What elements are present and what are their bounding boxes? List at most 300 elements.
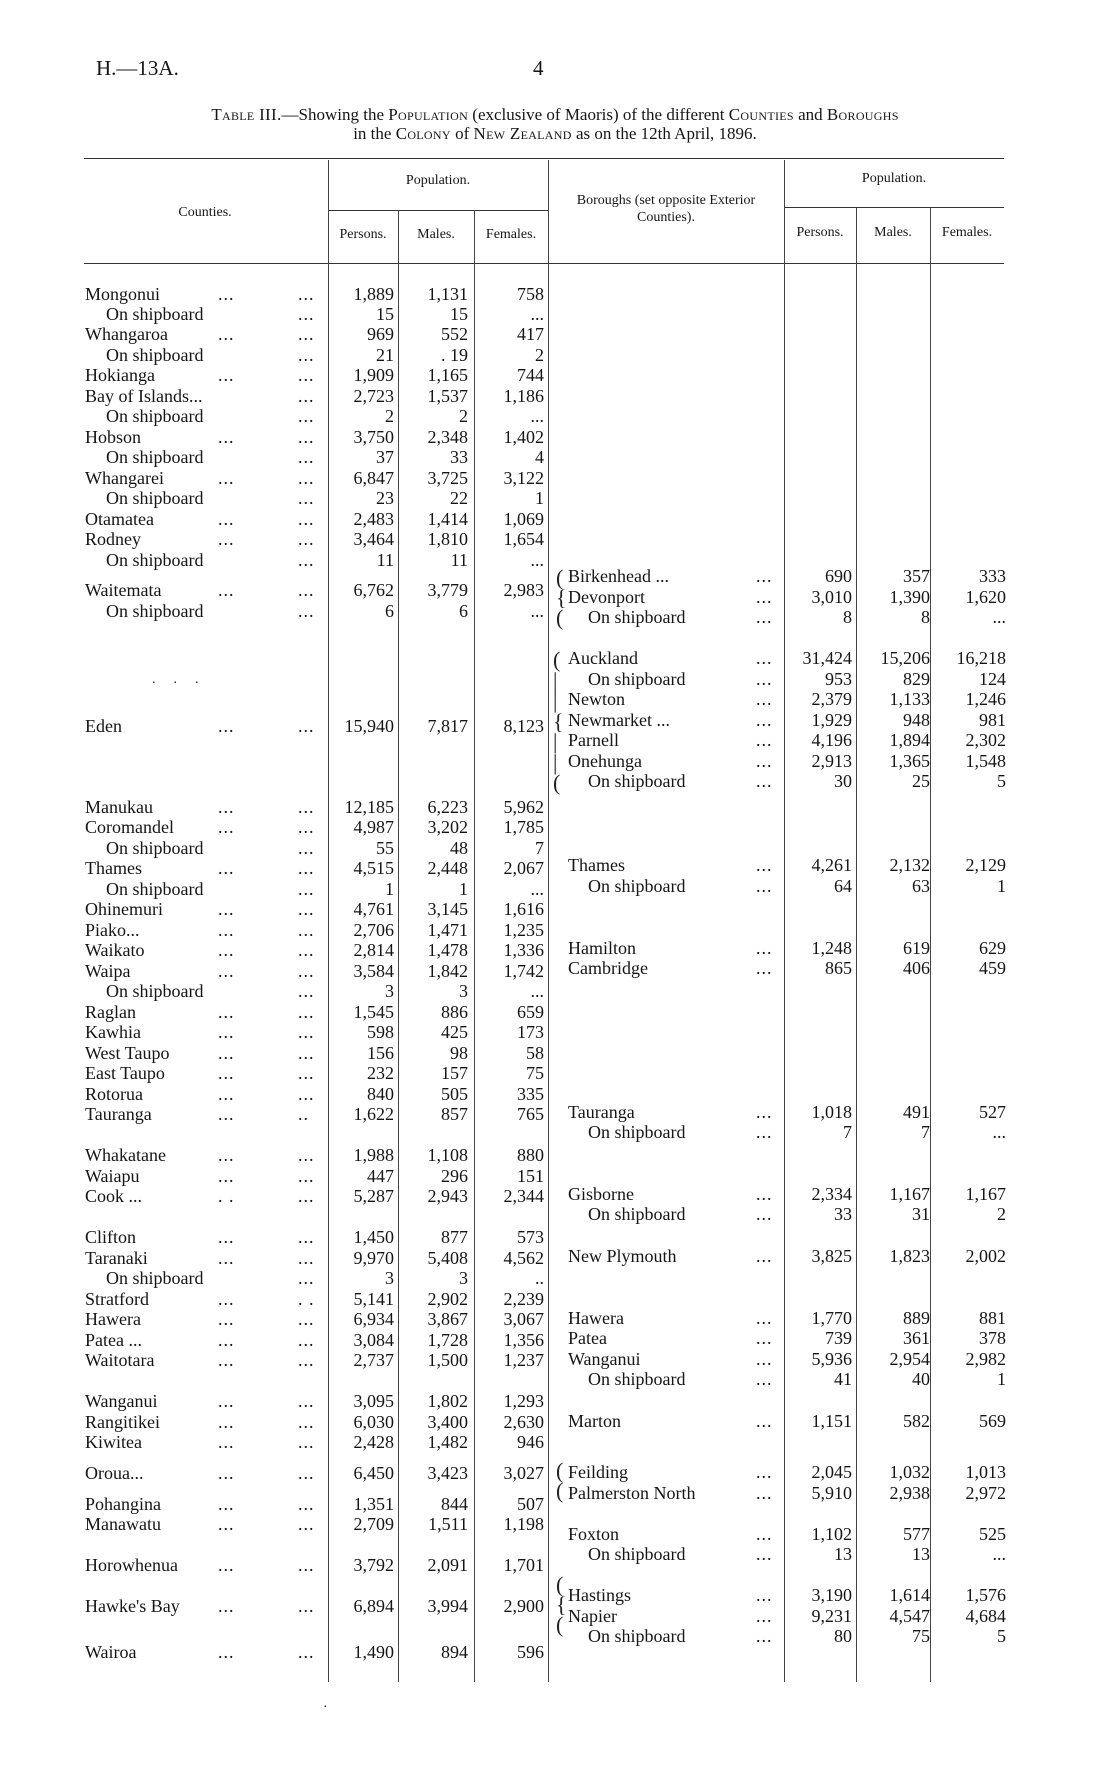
borough-females: 1,620 (965, 587, 1006, 607)
header-borough-population: Population. (861, 171, 927, 186)
county-name: Clifton (85, 1227, 137, 1247)
borough-row (0, 1606, 1010, 1626)
county-females: 573 (517, 1227, 544, 1247)
county-name: On shipboard (106, 838, 204, 858)
county-males: 857 (441, 1104, 468, 1124)
borough-row (0, 1585, 1010, 1605)
leader-dots: ... (218, 1104, 235, 1124)
borough-row (0, 1349, 1010, 1369)
leader-dots: ... (756, 1544, 773, 1564)
borough-persons: 3,825 (811, 1246, 852, 1266)
leader-dots: ... (218, 1514, 235, 1534)
page-reference: H.—13A. (96, 56, 179, 80)
county-females: 1,616 (503, 899, 544, 919)
leader-dots: ... (298, 447, 315, 467)
leader-dots: ... (218, 529, 235, 549)
county-persons: 2,483 (353, 509, 394, 529)
borough-males: 829 (903, 669, 930, 689)
leader-dots: ... (756, 1585, 773, 1605)
county-name: Kiwitea (85, 1432, 142, 1452)
county-row (0, 324, 560, 344)
borough-persons: 4,261 (811, 855, 852, 875)
county-name: Waiapu (85, 1166, 140, 1186)
leader-dots: ... (218, 858, 235, 878)
county-females: 880 (517, 1145, 544, 1165)
county-name: Whakatane (85, 1145, 166, 1165)
borough-males: 1,167 (889, 1184, 930, 1204)
county-name: Hawke's Bay (85, 1596, 180, 1616)
county-row (0, 488, 560, 508)
county-males: 1,728 (427, 1330, 468, 1350)
county-females: 1,336 (503, 940, 544, 960)
county-persons: 5,287 (353, 1186, 394, 1206)
stray-dots: ... (152, 672, 217, 687)
borough-females: 1,548 (965, 751, 1006, 771)
borough-persons: 5,936 (811, 1349, 852, 1369)
county-persons: 2,814 (353, 940, 394, 960)
county-persons: 6,762 (353, 580, 394, 600)
borough-name: Patea (568, 1328, 607, 1348)
county-persons: 3,464 (353, 529, 394, 549)
county-males: 2,448 (427, 858, 468, 878)
county-persons: 6,934 (353, 1309, 394, 1329)
county-row (0, 899, 560, 919)
county-name: Horowhenua (85, 1555, 178, 1575)
leader-dots: ... (218, 324, 235, 344)
borough-name: Onehunga (568, 751, 642, 771)
county-males: 1,500 (427, 1350, 468, 1370)
county-males: . 19 (441, 345, 468, 365)
borough-row (0, 1246, 1010, 1266)
borough-males: 1,390 (889, 587, 930, 607)
leader-dots: ... (298, 838, 315, 858)
borough-females: 527 (979, 1102, 1006, 1122)
county-name: Rodney (85, 529, 141, 549)
county-name: Wanganui (85, 1391, 158, 1411)
county-persons: 1,545 (353, 1002, 394, 1022)
county-females: 335 (517, 1084, 544, 1104)
borough-males: 582 (903, 1411, 930, 1431)
group-brace: ( ( (556, 1458, 564, 1503)
borough-males: 889 (903, 1308, 930, 1328)
county-females: .. (535, 1268, 544, 1288)
borough-row (0, 1102, 1010, 1122)
leader-dots: ... (218, 1494, 235, 1514)
borough-females: ... (992, 1544, 1006, 1564)
county-males: 3,145 (427, 899, 468, 919)
borough-row (0, 938, 1010, 958)
county-persons: 37 (376, 447, 394, 467)
borough-females: 2,982 (965, 1349, 1006, 1369)
leader-dots: ... (218, 1043, 235, 1063)
county-females: 744 (517, 365, 544, 385)
county-persons: 1,351 (353, 1494, 394, 1514)
county-row (0, 1043, 560, 1063)
county-row (0, 386, 560, 406)
leader-dots: ... (298, 509, 315, 529)
borough-name: Cambridge (568, 958, 648, 978)
borough-name: Wanganui (568, 1349, 641, 1369)
county-females: 1,237 (503, 1350, 544, 1370)
leader-dots: ... (298, 1596, 315, 1616)
borough-males: 63 (912, 876, 930, 896)
leader-dots: ... (756, 669, 773, 689)
borough-row (0, 1626, 1010, 1646)
county-males: 894 (441, 1642, 468, 1662)
leader-dots: ... (298, 1555, 315, 1575)
county-row (0, 1432, 560, 1452)
borough-name: Marton (568, 1411, 621, 1431)
county-females: 1,235 (503, 920, 544, 940)
borough-name: Hastings (568, 1585, 631, 1605)
county-name: Pohangina (85, 1494, 161, 1514)
borough-males: 1,032 (889, 1462, 930, 1482)
leader-dots: ... (756, 730, 773, 750)
borough-females: 459 (979, 958, 1006, 978)
header-population: Population. (405, 173, 471, 188)
county-name: Coromandel (85, 817, 174, 837)
county-row (0, 1022, 560, 1042)
county-name: On shipboard (106, 1268, 204, 1288)
borough-name: On shipboard (588, 669, 686, 689)
county-name: Whangaroa (85, 324, 168, 344)
borough-row (0, 710, 1010, 730)
county-name: Waipa (85, 961, 131, 981)
leader-dots: ... (298, 961, 315, 981)
borough-females: ... (992, 607, 1006, 627)
borough-persons: 690 (825, 566, 852, 586)
county-females: 5,962 (503, 797, 544, 817)
leader-dots: ... (756, 1483, 773, 1503)
leader-dots: ... (756, 1204, 773, 1224)
county-males: 7,817 (427, 716, 468, 736)
county-males: 886 (441, 1002, 468, 1022)
borough-females: 5 (997, 771, 1006, 791)
borough-persons: 13 (834, 1544, 852, 1564)
page-number: 4 (533, 56, 544, 80)
leader-dots: ... (218, 961, 235, 981)
county-row (0, 345, 560, 365)
county-name: Raglan (85, 1002, 136, 1022)
county-persons: 156 (367, 1043, 394, 1063)
borough-row (0, 1184, 1010, 1204)
borough-persons: 2,334 (811, 1184, 852, 1204)
borough-name: Newmarket ... (568, 710, 670, 730)
county-males: 157 (441, 1063, 468, 1083)
borough-row (0, 1544, 1010, 1564)
county-females: 151 (517, 1166, 544, 1186)
leader-dots: ... (218, 797, 235, 817)
county-males: 1,482 (427, 1432, 468, 1452)
county-name: On shipboard (106, 550, 204, 570)
borough-persons: 953 (825, 669, 852, 689)
borough-persons: 64 (834, 876, 852, 896)
county-females: 765 (517, 1104, 544, 1124)
county-males: 6,223 (427, 797, 468, 817)
borough-females: 1,167 (965, 1184, 1006, 1204)
borough-males: 619 (903, 938, 930, 958)
borough-name: Parnell (568, 730, 619, 750)
leader-dots: ... (298, 1432, 315, 1452)
leader-dots: ... (218, 468, 235, 488)
county-name: On shipboard (106, 601, 204, 621)
county-females: 1,186 (503, 386, 544, 406)
leader-dots: ... (218, 817, 235, 837)
county-name: Waitotara (85, 1350, 155, 1370)
leader-dots: ... (298, 324, 315, 344)
county-persons: 2 (385, 406, 394, 426)
borough-persons: 1,248 (811, 938, 852, 958)
county-males: 3 (459, 1268, 468, 1288)
borough-row (0, 648, 1010, 668)
county-row (0, 1002, 560, 1022)
title-population: Population (388, 105, 469, 124)
county-males: 844 (441, 1494, 468, 1514)
borough-name: On shipboard (588, 1122, 686, 1142)
county-name: Waikato (85, 940, 145, 960)
leader-dots: ... (756, 1411, 773, 1431)
county-females: 1,654 (503, 529, 544, 549)
title-text-4: in the (353, 124, 396, 143)
leader-dots: ... (298, 1002, 315, 1022)
county-females: 1,293 (503, 1391, 544, 1411)
county-females: 1,069 (503, 509, 544, 529)
county-females: ... (530, 550, 544, 570)
leader-dots: ... (756, 855, 773, 875)
borough-name: On shipboard (588, 771, 686, 791)
county-persons: 3 (385, 981, 394, 1001)
county-persons: 1,450 (353, 1227, 394, 1247)
borough-males: 31 (912, 1204, 930, 1224)
borough-name: Birkenhead ... (568, 566, 669, 586)
leader-dots: ... (218, 1350, 235, 1370)
borough-name: On shipboard (588, 607, 686, 627)
column-rule (784, 160, 785, 1682)
borough-persons: 2,913 (811, 751, 852, 771)
county-name: Eden (85, 716, 122, 736)
county-persons: 11 (376, 550, 394, 570)
county-persons: 1,909 (353, 365, 394, 385)
county-name: West Taupo (85, 1043, 170, 1063)
county-name: Hokianga (85, 365, 155, 385)
county-row (0, 817, 560, 837)
county-males: 3,867 (427, 1309, 468, 1329)
county-row (0, 509, 560, 529)
county-persons: 12,185 (344, 797, 394, 817)
leader-dots: ... (218, 509, 235, 529)
borough-females: 333 (979, 566, 1006, 586)
county-persons: 3,584 (353, 961, 394, 981)
county-persons: 6,450 (353, 1463, 394, 1483)
borough-males: 13 (912, 1544, 930, 1564)
borough-females: 569 (979, 1411, 1006, 1431)
borough-row (0, 1462, 1010, 1482)
leader-dots: ... (218, 1412, 235, 1432)
county-males: 15 (450, 304, 468, 324)
leader-dots: ... (756, 1626, 773, 1646)
county-females: ... (530, 981, 544, 1001)
borough-females: 881 (979, 1308, 1006, 1328)
leader-dots: ... (756, 1308, 773, 1328)
county-females: 4,562 (503, 1248, 544, 1268)
leader-dots: ... (218, 716, 235, 736)
county-persons: 1,988 (353, 1145, 394, 1165)
leader-dots: ... (298, 940, 315, 960)
county-persons: 3 (385, 1268, 394, 1288)
county-males: 552 (441, 324, 468, 344)
leader-dots: ... (298, 1022, 315, 1042)
county-row (0, 468, 560, 488)
leader-dots: ... (298, 879, 315, 899)
county-females: 2 (535, 345, 544, 365)
borough-females: 124 (979, 669, 1006, 689)
header-persons: Persons. (339, 227, 387, 242)
borough-males: 361 (903, 1328, 930, 1348)
county-persons: 3,750 (353, 427, 394, 447)
borough-name: On shipboard (588, 876, 686, 896)
county-name: Patea ... (85, 1330, 142, 1350)
borough-row (0, 689, 1010, 709)
leader-dots: ... (218, 1227, 235, 1247)
borough-males: 7 (921, 1122, 930, 1142)
leader-dots: ... (218, 1463, 235, 1483)
stray-mark: · (323, 1700, 328, 1715)
leader-dots: ... (298, 468, 315, 488)
county-males: 1,165 (427, 365, 468, 385)
county-row (0, 1391, 560, 1411)
title-counties: Counties (728, 105, 794, 124)
header-bottom-rule (84, 263, 1004, 264)
title-text-3: and (793, 105, 827, 124)
county-row (0, 529, 560, 549)
borough-name: Feilding (568, 1462, 629, 1482)
borough-persons: 2,045 (811, 1462, 852, 1482)
borough-persons: 8 (843, 607, 852, 627)
borough-persons: 1,102 (811, 1524, 852, 1544)
borough-males: 1,614 (889, 1585, 930, 1605)
borough-males: 1,365 (889, 751, 930, 771)
county-females: 2,067 (503, 858, 544, 878)
borough-females: 16,218 (956, 648, 1006, 668)
county-females: 1,198 (503, 1514, 544, 1534)
borough-name: Newton (568, 689, 625, 709)
county-persons: 55 (376, 838, 394, 858)
borough-row (0, 566, 1010, 586)
borough-row (0, 876, 1010, 896)
borough-males: 2,954 (889, 1349, 930, 1369)
borough-population-subrule (784, 207, 1004, 208)
leader-dots: ... (298, 1463, 315, 1483)
county-row (0, 1084, 560, 1104)
borough-persons: 865 (825, 958, 852, 978)
county-row (0, 1268, 560, 1288)
borough-persons: 41 (834, 1369, 852, 1389)
county-females: ... (530, 601, 544, 621)
county-females: 2,983 (503, 580, 544, 600)
county-males: 3 (459, 981, 468, 1001)
borough-row (0, 855, 1010, 875)
county-females: 1 (535, 488, 544, 508)
county-persons: 598 (367, 1022, 394, 1042)
borough-persons: 7 (843, 1122, 852, 1142)
county-row (0, 427, 560, 447)
county-row (0, 981, 560, 1001)
borough-name: On shipboard (588, 1369, 686, 1389)
leader-dots: ... (298, 1330, 315, 1350)
leader-dots: ... (298, 1166, 315, 1186)
borough-name: Auckland (568, 648, 638, 668)
group-brace: ( { ( (556, 1572, 567, 1637)
county-females: 1,785 (503, 817, 544, 837)
leader-dots: ... (218, 1432, 235, 1452)
borough-name: Thames (568, 855, 625, 875)
leader-dots: ... (218, 1063, 235, 1083)
county-males: 3,725 (427, 468, 468, 488)
leader-dots: ... (298, 1063, 315, 1083)
leader-dots: ... (756, 958, 773, 978)
county-name: Mongonui (85, 284, 161, 304)
county-persons: 3,095 (353, 1391, 394, 1411)
title-text-2: (exclusive of Maoris) of the different (468, 105, 729, 124)
borough-row (0, 1524, 1010, 1544)
borough-females: 1 (997, 1369, 1006, 1389)
header-females: Females. (485, 227, 537, 242)
county-persons: 4,515 (353, 858, 394, 878)
leader-dots: ... (218, 1022, 235, 1042)
county-males: 1 (459, 879, 468, 899)
leader-dots: ... (218, 1330, 235, 1350)
leader-dots: . . (298, 1289, 315, 1309)
county-row (0, 304, 560, 324)
county-females: 173 (517, 1022, 544, 1042)
borough-name: New Plymouth (568, 1246, 677, 1266)
leader-dots: ... (218, 1145, 235, 1165)
borough-row (0, 771, 1010, 791)
table-title (80, 105, 1030, 143)
leader-dots: ... (756, 1102, 773, 1122)
county-persons: 969 (367, 324, 394, 344)
county-females: 3,027 (503, 1463, 544, 1483)
county-name: On shipboard (106, 304, 204, 324)
borough-row (0, 958, 1010, 978)
county-persons: 1,490 (353, 1642, 394, 1662)
group-brace: ( { ( (556, 565, 567, 630)
title-new-zealand: New Zealand (473, 124, 572, 143)
leader-dots: ... (298, 899, 315, 919)
county-row (0, 1166, 560, 1186)
county-persons: 840 (367, 1084, 394, 1104)
borough-females: 5 (997, 1626, 1006, 1646)
borough-males: 1,894 (889, 730, 930, 750)
leader-dots: ... (756, 938, 773, 958)
borough-row (0, 1122, 1010, 1142)
county-males: 1,478 (427, 940, 468, 960)
county-males: 505 (441, 1084, 468, 1104)
leader-dots: ... (218, 1084, 235, 1104)
borough-males: 25 (912, 771, 930, 791)
county-females: 7 (535, 838, 544, 858)
county-name: On shipboard (106, 879, 204, 899)
county-persons: 2,709 (353, 1514, 394, 1534)
leader-dots: ... (756, 1349, 773, 1369)
leader-dots: ... (218, 1289, 235, 1309)
borough-name: Palmerston North (568, 1483, 696, 1503)
header-borough-males: Males. (874, 225, 912, 240)
county-females: ... (530, 406, 544, 426)
leader-dots: ... (756, 710, 773, 730)
county-females: 1,402 (503, 427, 544, 447)
county-persons: 2,723 (353, 386, 394, 406)
